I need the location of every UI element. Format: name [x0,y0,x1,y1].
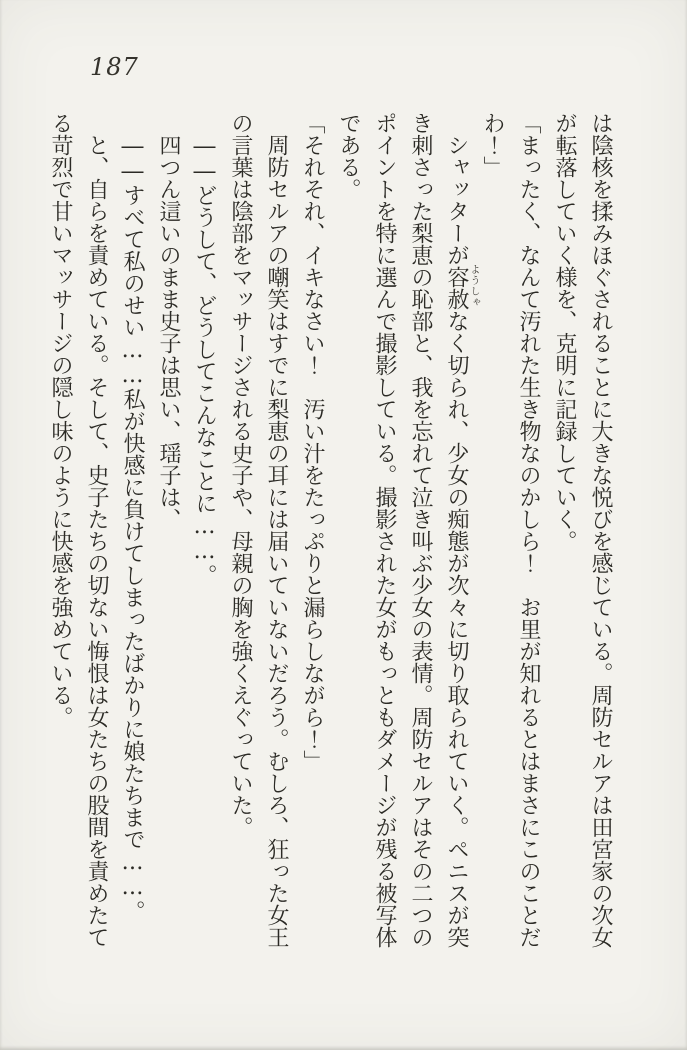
text-line: 四つん這いのまま史子は思い、瑶子は、 [156,112,181,530]
furigana-annotation: ようしゃ [468,264,479,308]
text-line: の言葉は陰部をマッサージされる史子や、母親の胸を強くえぐっていた。 [228,112,253,838]
text-line: が転落していく様を、克明に記録していく。 [552,112,577,552]
text-line: ――すべて私のせい……私が快感に負けてしまったばかりに娘たちまで……。 [120,112,145,922]
text-line: シャッターが容赦なく切られ、少女の痴態が次々に切り取られていく。ペニスが突 [444,112,469,948]
text-line: 「まったく、なんて汚れた生き物なのかしら！ お里が知れるとはまさにこのことだ [516,112,541,948]
text-line: は陰核を揉みほぐされることに大きな悦びを感じている。周防セルアは田宮家の次女 [588,112,613,948]
text-line: わ！」 [480,112,505,178]
text-line: と、自らを責めている。そして、史子たちの切ない悔恨は女たちの股間を責めたて [84,112,109,948]
text-line: ――どうして、どうしてこんなことに……。 [192,112,217,586]
text-line: き刺さった梨恵の恥部と、我を忘れて泣き叫ぶ少女の表情。周防セルアはその二つの [408,112,433,948]
text-line: 「それそれ、イキなさい！ 汚い汁をたっぷりと漏らしながら！」 [300,112,325,772]
text-line: である。 [336,112,361,200]
text-line: る苛烈で甘いマッサージの隠し味のように快感を強めている。 [48,112,73,728]
page-number: 187 [90,53,139,81]
page-text [42,112,618,1004]
text-line: ポイントを特に選んで撮影している。撮影された女がもっともダメージが残る被写体 [372,112,397,948]
text-line: 周防セルアの嘲笑はすでに梨恵の耳には届いていないだろう。むしろ、狂った女王 [264,112,289,948]
